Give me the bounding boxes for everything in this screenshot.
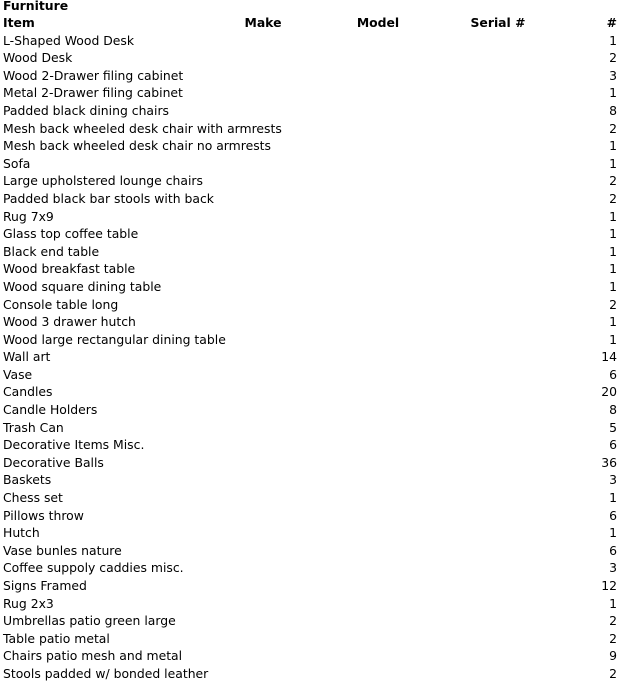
cell-item: Vase bunles nature [3, 542, 122, 558]
cell-qty: 1 [609, 595, 617, 611]
cell-serial [433, 67, 563, 85]
header-make: Make [244, 15, 282, 30]
table-row [0, 278, 624, 296]
cell-item: L-Shaped Wood Desk [3, 32, 135, 48]
cell-item: Decorative Balls [3, 454, 104, 470]
cell-model [323, 454, 433, 472]
cell-make [203, 383, 323, 401]
table-row [0, 489, 624, 507]
table-row [0, 507, 624, 525]
cell-serial [433, 419, 563, 437]
cell-qty: 2 [609, 665, 617, 681]
cell-serial [433, 208, 563, 226]
table-row [0, 454, 624, 472]
cell-make [203, 401, 323, 419]
cell-item: Mesh back wheeled desk chair with armrests [3, 120, 282, 136]
cell-qty: 1 [609, 32, 617, 48]
table-row [0, 313, 624, 331]
cell-item: Coffee suppoly caddies misc. [3, 560, 184, 576]
table-row [0, 208, 624, 226]
table-row [0, 559, 624, 577]
cell-item: Pillows throw [3, 507, 84, 523]
cell-make [203, 665, 323, 683]
cell-make [203, 313, 323, 331]
table-row [0, 665, 624, 683]
cell-item: Chess set [3, 490, 63, 506]
cell-model [323, 137, 433, 155]
cell-item: Mesh back wheeled desk chair no armrests [3, 138, 271, 154]
cell-qty: 8 [609, 102, 617, 118]
cell-qty: 12 [601, 578, 617, 593]
cell-model [323, 612, 433, 630]
cell-serial [433, 348, 563, 366]
cell-make [203, 489, 323, 507]
table-row [0, 32, 624, 50]
cell-model [323, 190, 433, 208]
cell-model [323, 155, 433, 173]
cell-qty: 6 [609, 507, 617, 523]
table-row [0, 190, 624, 208]
table-row [0, 102, 624, 120]
cell-qty: 2 [609, 613, 617, 629]
furniture-table [0, 14, 624, 683]
cell-make [203, 155, 323, 173]
table-row [0, 137, 624, 155]
cell-serial [433, 647, 563, 665]
cell-model [323, 49, 433, 67]
cell-model [323, 208, 433, 226]
cell-model [323, 278, 433, 296]
cell-serial [433, 137, 563, 155]
cell-model [323, 172, 433, 190]
cell-serial [433, 559, 563, 577]
cell-qty: 3 [609, 560, 617, 576]
cell-item: Wood 3 drawer hutch [3, 314, 136, 330]
cell-model [323, 348, 433, 366]
cell-item: Trash Can [3, 419, 64, 435]
cell-item: Rug 2x3 [3, 595, 54, 611]
table-row [0, 383, 624, 401]
cell-qty: 2 [609, 190, 617, 206]
cell-qty: 9 [609, 648, 617, 664]
cell-serial [433, 331, 563, 349]
cell-model [323, 542, 433, 560]
cell-item: Umbrellas patio green large [3, 613, 176, 629]
cell-model [323, 84, 433, 102]
cell-qty: 1 [609, 261, 617, 277]
cell-qty: 1 [609, 138, 617, 154]
table-row [0, 647, 624, 665]
cell-qty: 2 [609, 173, 617, 189]
cell-item: Candles [3, 384, 53, 400]
cell-model [323, 665, 433, 683]
cell-make [203, 419, 323, 437]
cell-make [203, 524, 323, 542]
cell-make [203, 208, 323, 226]
cell-item: Decorative Items Misc. [3, 437, 145, 453]
cell-serial [433, 524, 563, 542]
cell-make [203, 647, 323, 665]
cell-serial [433, 49, 563, 67]
cell-qty: 1 [609, 243, 617, 259]
cell-make [203, 507, 323, 525]
table-row [0, 436, 624, 454]
cell-item: Black end table [3, 243, 100, 259]
cell-serial [433, 32, 563, 50]
cell-qty: 8 [609, 402, 617, 418]
cell-item: Baskets [3, 472, 52, 488]
sheet-title: Furniture [3, 0, 69, 13]
cell-qty: 2 [609, 630, 617, 646]
cell-model [323, 32, 433, 50]
cell-model [323, 366, 433, 384]
cell-serial [433, 260, 563, 278]
cell-make [203, 577, 323, 595]
cell-item: Wood square dining table [3, 278, 162, 294]
cell-qty: 6 [609, 437, 617, 453]
cell-model [323, 559, 433, 577]
cell-qty: 1 [609, 331, 617, 347]
cell-model [323, 313, 433, 331]
cell-serial [433, 313, 563, 331]
cell-make [203, 542, 323, 560]
cell-model [323, 524, 433, 542]
cell-model [323, 647, 433, 665]
cell-item: Large upholstered lounge chairs [3, 173, 203, 189]
cell-make [203, 190, 323, 208]
cell-item: Signs Framed [3, 578, 87, 593]
cell-serial [433, 296, 563, 314]
cell-model [323, 120, 433, 138]
cell-model [323, 630, 433, 648]
cell-make [203, 278, 323, 296]
table-row [0, 225, 624, 243]
table-row [0, 260, 624, 278]
cell-model [323, 383, 433, 401]
cell-make [203, 559, 323, 577]
table-row [0, 172, 624, 190]
cell-make [203, 436, 323, 454]
cell-qty: 3 [609, 67, 617, 83]
table-body [0, 32, 624, 683]
cell-model [323, 243, 433, 261]
cell-model [323, 595, 433, 613]
cell-serial [433, 172, 563, 190]
cell-model [323, 419, 433, 437]
cell-make [203, 225, 323, 243]
cell-qty: 14 [601, 349, 617, 365]
cell-qty: 6 [609, 366, 617, 382]
table-row [0, 401, 624, 419]
cell-item: Chairs patio mesh and metal [3, 648, 183, 664]
cell-make [203, 260, 323, 278]
cell-serial [433, 155, 563, 173]
table-row [0, 243, 624, 261]
cell-model [323, 67, 433, 85]
cell-qty: 36 [601, 454, 617, 470]
cell-item: Rug 7x9 [3, 208, 54, 224]
cell-serial [433, 436, 563, 454]
cell-make [203, 348, 323, 366]
table-row [0, 331, 624, 349]
cell-item: Wood Desk [3, 50, 73, 66]
header-row [0, 14, 624, 32]
cell-make [203, 612, 323, 630]
cell-serial [433, 366, 563, 384]
cell-qty: 2 [609, 296, 617, 312]
cell-item: Metal 2-Drawer filing cabinet [3, 85, 183, 101]
cell-item: Vase [3, 366, 33, 382]
cell-make [203, 67, 323, 85]
table-row [0, 120, 624, 138]
cell-make [203, 471, 323, 489]
table-row [0, 49, 624, 67]
cell-model [323, 436, 433, 454]
cell-model [323, 225, 433, 243]
header-item: Item [3, 15, 35, 30]
cell-item: Wood 2-Drawer filing cabinet [3, 67, 184, 83]
table-row [0, 84, 624, 102]
cell-qty: 5 [609, 419, 617, 435]
cell-serial [433, 665, 563, 683]
cell-make [203, 84, 323, 102]
table-row [0, 577, 624, 595]
cell-model [323, 331, 433, 349]
cell-qty: 1 [609, 490, 617, 506]
table-row [0, 67, 624, 85]
cell-qty: 3 [609, 472, 617, 488]
cell-serial [433, 507, 563, 525]
table-row [0, 612, 624, 630]
cell-qty: 1 [609, 85, 617, 101]
table-row [0, 366, 624, 384]
cell-make [203, 595, 323, 613]
cell-item: Wood large rectangular dining table [3, 331, 226, 347]
header-model: Model [356, 15, 400, 30]
cell-qty: 1 [609, 314, 617, 330]
cell-serial [433, 383, 563, 401]
cell-make [203, 172, 323, 190]
cell-item: Hutch [3, 525, 40, 541]
cell-item: Console table long [3, 296, 119, 312]
cell-model [323, 489, 433, 507]
cell-qty: 20 [601, 384, 617, 400]
table-row [0, 542, 624, 560]
cell-serial [433, 120, 563, 138]
cell-serial [433, 225, 563, 243]
cell-make [203, 102, 323, 120]
cell-item: Glass top coffee table [3, 226, 139, 242]
table-row [0, 296, 624, 314]
table-row [0, 595, 624, 613]
cell-model [323, 507, 433, 525]
cell-serial [433, 489, 563, 507]
cell-model [323, 296, 433, 314]
cell-serial [433, 630, 563, 648]
cell-serial [433, 401, 563, 419]
cell-model [323, 260, 433, 278]
table-row [0, 348, 624, 366]
cell-qty: 6 [609, 542, 617, 558]
cell-serial [433, 595, 563, 613]
cell-qty: 1 [609, 226, 617, 242]
cell-item: Sofa [3, 155, 31, 171]
cell-model [323, 401, 433, 419]
cell-serial [433, 84, 563, 102]
cell-item: Stools padded w/ bonded leather [3, 665, 209, 681]
header-qty: # [606, 15, 617, 30]
cell-serial [433, 454, 563, 472]
cell-model [323, 471, 433, 489]
table-row [0, 524, 624, 542]
cell-serial [433, 612, 563, 630]
cell-qty: 2 [609, 50, 617, 66]
cell-serial [433, 471, 563, 489]
cell-qty: 1 [609, 155, 617, 171]
cell-make [203, 49, 323, 67]
cell-serial [433, 190, 563, 208]
cell-item: Wall art [3, 349, 51, 365]
cell-make [203, 366, 323, 384]
cell-item: Candle Holders [3, 402, 98, 418]
cell-make [203, 296, 323, 314]
cell-serial [433, 577, 563, 595]
cell-item: Padded black bar stools with back [3, 190, 214, 206]
cell-serial [433, 278, 563, 296]
cell-serial [433, 542, 563, 560]
cell-make [203, 630, 323, 648]
cell-make [203, 454, 323, 472]
header-serial: Serial # [470, 15, 526, 30]
table-row [0, 155, 624, 173]
cell-model [323, 577, 433, 595]
cell-serial [433, 243, 563, 261]
cell-make [203, 32, 323, 50]
cell-qty: 2 [609, 120, 617, 136]
cell-item: Padded black dining chairs [3, 102, 170, 118]
cell-item: Table patio metal [3, 630, 110, 646]
cell-make [203, 243, 323, 261]
cell-qty: 1 [609, 208, 617, 224]
cell-qty: 1 [609, 525, 617, 541]
table-row [0, 471, 624, 489]
cell-model [323, 102, 433, 120]
cell-item: Wood breakfast table [3, 261, 136, 277]
table-row [0, 419, 624, 437]
cell-qty: 1 [609, 278, 617, 294]
cell-serial [433, 102, 563, 120]
table-row [0, 630, 624, 648]
